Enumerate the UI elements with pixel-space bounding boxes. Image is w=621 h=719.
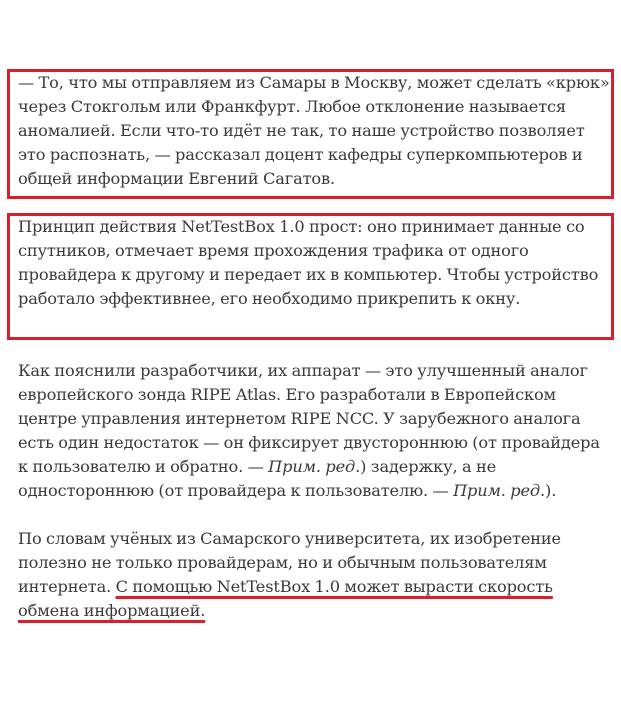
paragraph-analog [18, 359, 610, 503]
paragraph-benefit-text: По словам учёных из Самарского университета, их изобретение полезно не только провайдерам, но и обычным пользователям интернета. [18, 529, 561, 596]
paragraph-principle [18, 215, 610, 311]
editor-note: Прим. ред. [268, 457, 361, 476]
paragraph-principle-text: Принцип действия NetTestBox 1.0 прост: оно принимает данные со спутников, отмечает время прохождения трафика от одного провайдера к другому и передает их в компьютер. Чтобы устройство работало эффективнее, его необходимо прикрепить к окну. [18, 217, 599, 308]
paragraph-analog-text-a: Как пояснили разработчики, их аппарат — это улучшенный аналог европейского зонда RIPE Atlas. Его разработали в Европейском центре управления интернетом RIPE NCC. У зарубежного аналога есть один недостаток — он фиксирует двустороннюю (от провайдера к пользователю и обратно. — [18, 361, 600, 476]
paragraph-quote [18, 71, 610, 191]
paragraph-quote-text: — То, что мы отправляем из Самары в Москву, может сделать «крюк» через Стокгольм или Франкфурт. Любое отклонение называется аномалией. Если что-то идёт не так, то наше устройство позволяет это распознать, — рассказал доцент кафедры суперкомпьютеров и общей информации Евгений Сагатов. [18, 73, 610, 188]
paragraph-analog-text-b: ) задержку, а не одностороннюю (от провайдера к пользователю. — [18, 457, 497, 500]
editor-note: Прим. ред. [453, 481, 546, 500]
underlined-highlight: С помощью NetTestBox 1.0 может вырасти скорость обмена информацией. [18, 577, 553, 620]
paragraph-analog-text-c: ). [545, 481, 557, 500]
paragraph-benefit [18, 527, 610, 623]
